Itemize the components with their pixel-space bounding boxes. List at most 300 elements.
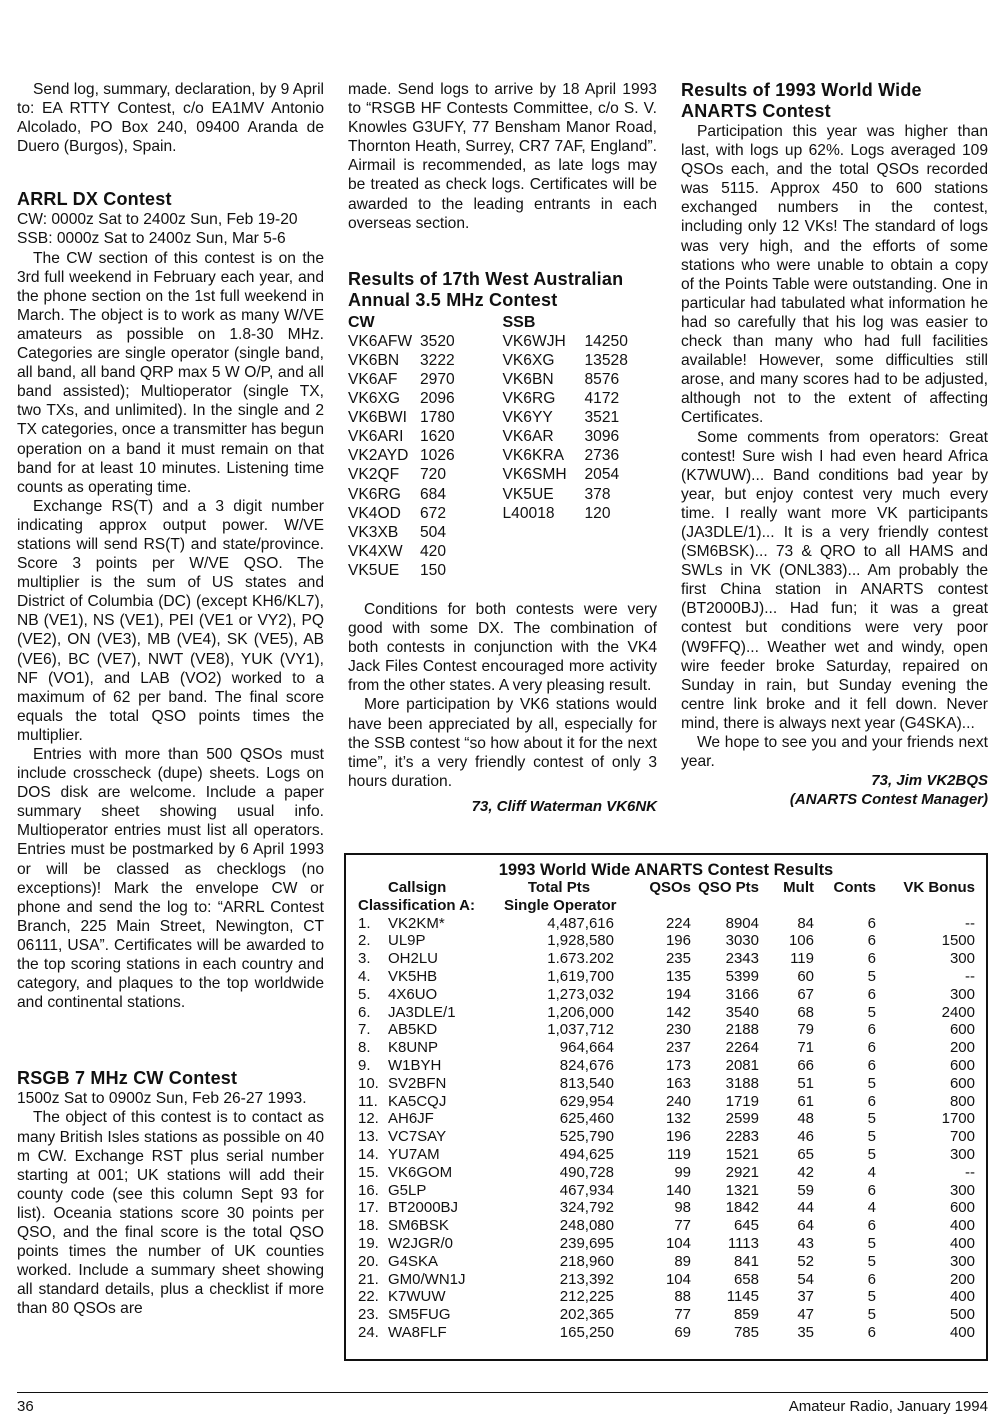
cell-qsos: 135 xyxy=(665,967,691,985)
header-qsos: QSOs xyxy=(649,879,691,896)
wa-ssb-callsign: VK6RG xyxy=(502,390,556,408)
classification-row xyxy=(358,897,983,915)
arrl-paragraph-2: Exchange RS(T) and a 3 digit number indicating approx output power. W/VE stations will send RS(T) and state/province. Score 3 points per W/VE QSO. The multiplier is the sum of US states and District of Columbia (DC) (except KH6/KL7), NB (VE1), NS (VE1), PEI (VE1 or VY2), PQ (VE2), ON (VE3), MB (VE4), SK (VE5), AB (VE6), BC (VE7), NWT (VE8), YUK (VY1), NF (VO1), and LAB (VO2) worked to a maximum of 62 per band. The final score equals the total QSO points times the multiplier. xyxy=(17,497,324,744)
cell-total-pts: 629,954 xyxy=(559,1092,614,1110)
table-row xyxy=(358,1146,983,1164)
cell-conts: 6 xyxy=(867,1092,876,1110)
wa-cw-row xyxy=(348,523,503,542)
cell-total-pts: 1,206,000 xyxy=(547,1003,614,1021)
cell-mult: 61 xyxy=(797,1092,814,1110)
wa-ssb-row xyxy=(503,370,658,389)
cell-vk-bonus: 200 xyxy=(949,1039,975,1057)
wa-ssb-points: 14250 xyxy=(584,332,628,350)
cell-callsign: AH6JF xyxy=(388,1110,434,1128)
cell-total-pts: 218,960 xyxy=(559,1252,614,1270)
cell-callsign: K7WUW xyxy=(388,1288,446,1306)
cell-conts: 5 xyxy=(867,1110,876,1128)
cell-vk-bonus: 600 xyxy=(949,1199,975,1217)
cell-rank: 11. xyxy=(358,1092,378,1110)
cell-vk-bonus: 800 xyxy=(949,1092,975,1110)
cell-mult: 71 xyxy=(797,1039,814,1057)
cell-callsign: VK6GOM xyxy=(388,1163,453,1181)
cell-total-pts: 490,728 xyxy=(559,1163,614,1181)
cell-vk-bonus: 2400 xyxy=(941,1003,975,1021)
cell-callsign: W2JGR/0 xyxy=(388,1234,454,1252)
cell-mult: 64 xyxy=(797,1217,814,1235)
cell-total-pts: 813,540 xyxy=(559,1074,614,1092)
cell-rank: 13. xyxy=(358,1128,379,1146)
wa-cw-callsign: VK6XG xyxy=(348,390,401,408)
cell-qsos: 142 xyxy=(665,1003,691,1021)
table-row xyxy=(358,1288,983,1306)
cell-callsign: WA8FLF xyxy=(388,1323,447,1341)
cell-mult: 106 xyxy=(788,932,814,950)
wa-cw-row xyxy=(348,332,503,351)
wa-cw-points: 420 xyxy=(420,542,447,560)
cell-conts: 6 xyxy=(867,1039,876,1057)
cell-vk-bonus: -- xyxy=(965,967,975,985)
table-row xyxy=(358,1164,983,1182)
wa-cw-row xyxy=(348,370,503,389)
wa-cw-callsign: VK4XW xyxy=(348,542,403,560)
wa-ssb-callsign: VK6AR xyxy=(502,428,554,446)
header-vk-bonus: VK Bonus xyxy=(903,879,975,896)
wa-cw-row xyxy=(348,389,503,408)
cell-rank: 14. xyxy=(358,1145,379,1163)
cell-mult: 43 xyxy=(797,1234,814,1252)
cell-mult: 66 xyxy=(797,1056,814,1074)
wa-ssb-callsign: VK5UE xyxy=(502,485,554,503)
cell-rank: 12. xyxy=(358,1110,379,1128)
cell-mult: 79 xyxy=(797,1021,814,1039)
cell-total-pts: 4,487,616 xyxy=(547,914,614,932)
cell-mult: 51 xyxy=(797,1074,814,1092)
cell-conts: 5 xyxy=(867,1234,876,1252)
cell-qso-pts: 3166 xyxy=(725,985,759,1003)
cell-qsos: 235 xyxy=(665,950,691,968)
cell-rank: 10. xyxy=(358,1074,379,1092)
cell-vk-bonus: 300 xyxy=(949,1145,975,1163)
cell-callsign: AB5KD xyxy=(388,1021,438,1039)
cell-qso-pts: 3188 xyxy=(725,1074,759,1092)
wa-ssb-callsign: L40018 xyxy=(502,504,555,522)
wa-cw-row xyxy=(348,485,503,504)
cell-conts: 6 xyxy=(867,950,876,968)
cell-qso-pts: 785 xyxy=(733,1323,759,1341)
cell-callsign: VK2KM* xyxy=(388,914,445,932)
cell-vk-bonus: -- xyxy=(965,914,975,932)
cell-conts: 6 xyxy=(867,1217,876,1235)
anarts-heading: Results of 1993 World Wide ANARTS Contest xyxy=(681,80,922,121)
table-row xyxy=(358,968,983,986)
cell-rank: 17. xyxy=(358,1199,379,1217)
table-row xyxy=(358,1004,983,1022)
anarts-paragraph-1: Participation this year was higher than last, with logs up 62%. Logs averaged 109 QSOs each, and the total QSOs recorded was 5115. Approx 450 to 600 stations exchanged numbers in the contest, including only 12 VKs! The standard of logs was very high, and the efforts of some stations who were unable to obtain a copy of the Points Table were outstanding. One in particular had tabulated what information he had so carefully that his log was easier to check than many who had full facilities available! However, some difficulties still arose, and many scores had to be adjusted, although not to the extent of affecting Certificates. xyxy=(681,123,988,427)
cell-total-pts: 467,934 xyxy=(559,1181,614,1199)
cell-vk-bonus: 300 xyxy=(949,950,975,968)
cell-conts: 6 xyxy=(867,1181,876,1199)
classification-name: Single Operator xyxy=(504,896,617,914)
cell-qsos: 196 xyxy=(665,932,691,950)
cell-qsos: 240 xyxy=(665,1092,691,1110)
wa-cw-heading: CW xyxy=(348,313,375,331)
cell-rank: 15. xyxy=(358,1163,379,1181)
cell-qsos: 140 xyxy=(665,1181,691,1199)
arrl-ssb-times: SSB: 0000z Sat to 2400z Sun, Mar 5-6 xyxy=(17,230,286,248)
cell-qso-pts: 1113 xyxy=(727,1234,759,1252)
cell-rank: 8. xyxy=(358,1039,371,1057)
cell-qsos: 88 xyxy=(674,1288,691,1306)
cell-vk-bonus: 400 xyxy=(949,1288,975,1306)
cell-mult: 54 xyxy=(797,1270,814,1288)
cell-qso-pts: 1842 xyxy=(725,1199,759,1217)
cell-total-pts: 1,273,032 xyxy=(547,985,614,1003)
cell-callsign: SV2BFN xyxy=(388,1074,447,1092)
cell-qsos: 104 xyxy=(665,1234,691,1252)
column-2 xyxy=(348,80,657,816)
wa-cw-callsign: VK6BN xyxy=(348,351,400,369)
wa-cw-points: 2096 xyxy=(420,390,455,408)
wa-cw-callsign: VK2QF xyxy=(348,466,400,484)
cell-qso-pts: 5399 xyxy=(725,967,759,985)
wa-cw-row xyxy=(348,504,503,523)
cell-vk-bonus: 300 xyxy=(949,1252,975,1270)
cell-rank: 5. xyxy=(358,985,371,1003)
wa-signature: 73, Cliff Waterman VK6NK xyxy=(471,797,657,815)
wa-ssb-row xyxy=(503,485,658,504)
cell-qsos: 194 xyxy=(665,985,691,1003)
wa-cw-points: 3520 xyxy=(420,332,455,350)
cell-mult: 52 xyxy=(797,1252,814,1270)
cell-vk-bonus: 600 xyxy=(949,1056,975,1074)
wa-cw-points: 2970 xyxy=(420,370,455,388)
anarts-paragraph-3: We hope to see you and your friends next year. xyxy=(681,734,988,771)
cell-callsign: 4X6UO xyxy=(388,985,438,1003)
wa-cw-callsign: VK2AYD xyxy=(348,447,409,465)
cell-qsos: 163 xyxy=(665,1074,691,1092)
cell-conts: 6 xyxy=(867,985,876,1003)
wa-ssb-points: 3521 xyxy=(584,409,620,427)
arrl-cw-times: CW: 0000z Sat to 2400z Sun, Feb 19-20 xyxy=(17,211,298,229)
table-row xyxy=(358,1021,983,1039)
wa-cw-points: 1620 xyxy=(420,428,455,446)
wa-cw-points: 1026 xyxy=(420,447,455,465)
cell-conts: 4 xyxy=(867,1199,876,1217)
cell-qso-pts: 658 xyxy=(733,1270,759,1288)
anarts-signature-role: (ANARTS Contest Manager) xyxy=(789,791,988,809)
wa-cw-callsign: VK5UE xyxy=(348,561,400,579)
wa-cw-row xyxy=(348,561,503,580)
wa-ssb-row xyxy=(503,351,658,370)
wa-ssb-list xyxy=(503,313,658,580)
cell-mult: 60 xyxy=(797,967,814,985)
cell-mult: 119 xyxy=(790,950,814,968)
cell-mult: 84 xyxy=(797,914,814,932)
wa-ssb-points: 2054 xyxy=(584,466,620,484)
cell-mult: 44 xyxy=(797,1199,814,1217)
cell-vk-bonus: 700 xyxy=(949,1128,975,1146)
wa-ssb-row xyxy=(503,427,658,446)
cell-conts: 6 xyxy=(867,1270,876,1288)
cell-rank: 16. xyxy=(358,1181,379,1199)
table-row xyxy=(358,1217,983,1235)
cell-mult: 68 xyxy=(797,1003,814,1021)
rsgb-continued-paragraph: made. Send logs to arrive by 18 April 1993 to “RSGB HF Contests Committee, c/o S. V. Knowles G3UFY, 77 Bensham Manor Road, Thornton Heath, Surrey, CR7 7AF, England”. Airmail is recommended, as late logs may be treated as check logs. Certificates will be awarded to the leading entrants in each overseas section. xyxy=(348,81,657,232)
cell-total-pts: 525,790 xyxy=(559,1128,614,1146)
wa-heading: Results of 17th West Australian Annual 3.5 MHz Contest xyxy=(348,268,624,310)
publication-line: Amateur Radio, January 1994 xyxy=(788,1398,988,1415)
cell-qso-pts: 2921 xyxy=(725,1163,759,1181)
cell-callsign: G5LP xyxy=(388,1181,427,1199)
anarts-signature-name: 73, Jim VK2BQS xyxy=(871,772,988,790)
anarts-paragraph-2: Some comments from operators: Great contest! Sure wish I had even heard Africa (K7WUW)... Band conditions bad year by year, but enjoy contest very much every time. I really want more VK participants (JA3DLE/1)... It is a very friendly contest (SM6BSK)... 73 & QRO to all HAMS and SWLs in VK (ONL383)... Am probably the first China station in ANARTS contest (BT2000BJ)... Had fun; it was a great contest but conditions were very poor (W9FFQ)... Weather wet and windy, open wire feeder broke Saturday, repaired on Sunday in rain, but Sunday evening the centre link broke and it fell down. Never mind, there is always next year (G4SKA)... xyxy=(681,428,988,732)
results-title: 1993 World Wide ANARTS Contest Results xyxy=(498,861,834,879)
wa-cw-points: 3222 xyxy=(420,351,455,369)
cell-total-pts: 165,250 xyxy=(559,1323,614,1341)
wa-cw-row xyxy=(348,427,503,446)
cell-conts: 5 xyxy=(867,1252,876,1270)
cell-mult: 46 xyxy=(797,1128,814,1146)
cell-rank: 20. xyxy=(358,1252,379,1270)
table-row xyxy=(358,1093,983,1111)
wa-ssb-row xyxy=(503,408,658,427)
wa-ssb-points: 120 xyxy=(584,504,611,522)
cell-qso-pts: 1321 xyxy=(725,1181,759,1199)
cell-vk-bonus: -- xyxy=(965,1163,975,1181)
cell-vk-bonus: 600 xyxy=(949,1074,975,1092)
cell-rank: 23. xyxy=(358,1306,379,1324)
table-row xyxy=(358,932,983,950)
send-log-paragraph: Send log, summary, declaration, by 9 April to: EA RTTY Contest, c/o EA1MV Antonio Alcolado, PO Box 240, 09400 Aranda de Duero (Burgos), Spain. xyxy=(17,81,324,156)
cell-qsos: 77 xyxy=(674,1217,691,1235)
table-row xyxy=(358,1306,983,1324)
cell-rank: 2. xyxy=(358,932,371,950)
cell-total-pts: 1,928,580 xyxy=(547,932,614,950)
cell-total-pts: 824,676 xyxy=(559,1056,614,1074)
table-row xyxy=(358,1057,983,1075)
cell-callsign: K8UNP xyxy=(388,1039,439,1057)
cell-qsos: 237 xyxy=(665,1039,691,1057)
cell-conts: 5 xyxy=(867,1306,876,1324)
table-row xyxy=(358,1039,983,1057)
cell-qsos: 196 xyxy=(665,1128,691,1146)
wa-cw-row xyxy=(348,351,503,370)
cell-conts: 6 xyxy=(867,1056,876,1074)
classification-label: Classification A: xyxy=(358,896,475,914)
wa-ssb-row xyxy=(503,465,658,484)
cell-qsos: 132 xyxy=(665,1110,691,1128)
rsgb-paragraph-1: The object of this contest is to contact as many British Isles stations as possible on 40 m CW. Exchange RST plus serial number starting at 001; UK stations will add their county code (see this column Sept 93 for list). Oceania stations score 30 points per QSO, and the final score is the total QSO points times the number of UK counties worked. Include a summary sheet showing all standard details, plus a checklist if more than 80 QSOs are xyxy=(17,1109,324,1318)
cell-rank: 4. xyxy=(358,967,371,985)
cell-vk-bonus: 400 xyxy=(949,1234,975,1252)
cell-conts: 5 xyxy=(867,1145,876,1163)
cell-total-pts: 1,619,700 xyxy=(547,967,614,985)
wa-cw-points: 1780 xyxy=(420,409,455,427)
cell-rank: 7. xyxy=(358,1021,371,1039)
cell-qso-pts: 3540 xyxy=(725,1003,759,1021)
cell-vk-bonus: 400 xyxy=(949,1217,975,1235)
cell-conts: 5 xyxy=(867,1074,876,1092)
column-1 xyxy=(17,80,324,1318)
table-row xyxy=(358,915,983,933)
wa-ssb-points: 4172 xyxy=(584,390,620,408)
wa-cw-callsign: VK4OD xyxy=(348,504,401,522)
cell-qso-pts: 1145 xyxy=(726,1288,759,1306)
cell-qsos: 173 xyxy=(665,1056,691,1074)
arrl-paragraph-3: Entries with more than 500 QSOs must include crosscheck (dupe) sheets. Logs on DOS disk are welcome. Include a paper summary sheet showing usual info. Multioperator entries must list all operators. Entries must be postmarked by 6 April 1993 or will be classed as checklogs (no exceptions)! Mark the envelope CW or phone and send the log to: “ARRL Contest Branch, 225 Main Street, Newington, CT 06111, USA”. Certificates will be awarded to the top scoring stations in each country and category, and plaques to the top worldwide and continental stations. xyxy=(17,746,324,1012)
cell-callsign: KA5CQJ xyxy=(388,1092,447,1110)
anarts-results-box xyxy=(344,853,988,1361)
cell-total-pts: 1.673.202 xyxy=(547,950,614,968)
cell-mult: 59 xyxy=(797,1181,814,1199)
rsgb-heading: RSGB 7 MHz CW Contest xyxy=(17,1068,238,1089)
wa-ssb-row xyxy=(503,332,658,351)
cell-conts: 5 xyxy=(867,1288,876,1306)
wa-ssb-row xyxy=(503,389,658,408)
table-row xyxy=(358,1075,983,1093)
cell-conts: 4 xyxy=(867,1163,876,1181)
cell-vk-bonus: 1500 xyxy=(941,932,975,950)
cell-rank: 6. xyxy=(358,1003,371,1021)
cell-callsign: OH2LU xyxy=(388,950,439,968)
cell-qsos: 89 xyxy=(674,1252,691,1270)
cell-mult: 42 xyxy=(797,1163,814,1181)
wa-ssb-callsign: VK6XG xyxy=(502,351,555,369)
cell-total-pts: 625,460 xyxy=(559,1110,614,1128)
table-row xyxy=(358,1199,983,1217)
wa-cw-list xyxy=(348,313,503,580)
cell-callsign: YU7AM xyxy=(388,1145,440,1163)
wa-ssb-points: 8576 xyxy=(584,370,620,388)
page-number: 36 xyxy=(17,1398,34,1415)
cell-rank: 24. xyxy=(358,1323,379,1341)
cell-mult: 48 xyxy=(797,1110,814,1128)
wa-ssb-callsign: VK6SMH xyxy=(502,466,567,484)
cell-qso-pts: 1719 xyxy=(725,1092,759,1110)
cell-qsos: 77 xyxy=(674,1306,691,1324)
cell-qso-pts: 2343 xyxy=(725,950,759,968)
cell-qso-pts: 2599 xyxy=(725,1110,759,1128)
cell-qsos: 98 xyxy=(674,1199,691,1217)
cell-qso-pts: 3030 xyxy=(725,932,759,950)
wa-cw-callsign: VK6RG xyxy=(348,485,401,503)
cell-rank: 18. xyxy=(358,1217,379,1235)
table-row xyxy=(358,950,983,968)
cell-total-pts: 212,225 xyxy=(559,1288,614,1306)
wa-ssb-points: 3096 xyxy=(584,428,620,446)
wa-ssb-callsign: VK6YY xyxy=(502,409,553,427)
wa-ssb-callsign: VK6WJH xyxy=(502,332,566,350)
cell-rank: 9. xyxy=(358,1056,371,1074)
cell-callsign: UL9P xyxy=(388,932,426,950)
cell-mult: 35 xyxy=(797,1323,814,1341)
cell-mult: 37 xyxy=(797,1288,814,1306)
cell-callsign: W1BYH xyxy=(388,1056,442,1074)
cell-vk-bonus: 200 xyxy=(949,1270,975,1288)
cell-conts: 6 xyxy=(867,932,876,950)
table-row xyxy=(358,1128,983,1146)
wa-cw-points: 720 xyxy=(420,466,447,484)
cell-total-pts: 202,365 xyxy=(559,1306,614,1324)
rsgb-times: 1500z Sat to 0900z Sun, Feb 26-27 1993. xyxy=(17,1090,307,1108)
cell-callsign: VK5HB xyxy=(388,967,438,985)
footer-rule xyxy=(17,1392,988,1393)
wa-cw-points: 684 xyxy=(420,485,447,503)
cell-callsign: SM6BSK xyxy=(388,1217,449,1235)
cell-conts: 6 xyxy=(867,1323,876,1341)
cell-conts: 5 xyxy=(867,967,876,985)
cell-qsos: 69 xyxy=(674,1323,691,1341)
cell-mult: 47 xyxy=(797,1306,814,1324)
wa-cw-points: 672 xyxy=(420,504,447,522)
cell-callsign: SM5FUG xyxy=(388,1306,451,1324)
header-qso-pts: QSO Pts xyxy=(698,879,759,896)
cell-mult: 67 xyxy=(797,985,814,1003)
cell-vk-bonus: 500 xyxy=(949,1306,975,1324)
cell-qsos: 224 xyxy=(665,914,691,932)
header-callsign: Callsign xyxy=(388,879,447,896)
table-row xyxy=(358,986,983,1004)
cell-total-pts: 213,392 xyxy=(559,1270,614,1288)
cell-qso-pts: 841 xyxy=(733,1252,759,1270)
cell-total-pts: 964,664 xyxy=(559,1039,614,1057)
cell-rank: 19. xyxy=(358,1234,379,1252)
cell-total-pts: 1,037,712 xyxy=(547,1021,614,1039)
cell-rank: 21. xyxy=(358,1270,379,1288)
header-mult: Mult xyxy=(783,879,814,896)
table-row xyxy=(358,1182,983,1200)
wa-ssb-callsign: VK6KRA xyxy=(502,447,565,465)
cell-callsign: JA3DLE/1 xyxy=(388,1003,456,1021)
wa-ssb-heading: SSB xyxy=(502,313,536,331)
wa-cw-points: 150 xyxy=(420,561,447,579)
cell-vk-bonus: 300 xyxy=(949,985,975,1003)
cell-qsos: 119 xyxy=(667,1145,691,1163)
cell-conts: 6 xyxy=(867,914,876,932)
cell-qso-pts: 859 xyxy=(733,1306,759,1324)
cell-mult: 65 xyxy=(797,1145,814,1163)
arrl-heading: ARRL DX Contest xyxy=(17,189,172,210)
cell-rank: 22. xyxy=(358,1288,379,1306)
cell-qso-pts: 2283 xyxy=(725,1128,759,1146)
table-row xyxy=(358,1110,983,1128)
cell-callsign: VC7SAY xyxy=(388,1128,447,1146)
cell-vk-bonus: 300 xyxy=(949,1181,975,1199)
wa-cw-row xyxy=(348,465,503,484)
cell-qso-pts: 2188 xyxy=(725,1021,759,1039)
wa-cw-callsign: VK6BWI xyxy=(348,409,407,427)
wa-ssb-points: 378 xyxy=(584,485,611,503)
cell-qso-pts: 8904 xyxy=(725,914,759,932)
wa-ssb-points: 13528 xyxy=(584,351,628,369)
wa-results-lists xyxy=(348,313,657,580)
cell-total-pts: 248,080 xyxy=(559,1217,614,1235)
wa-cw-callsign: VK6ARI xyxy=(348,428,404,446)
wa-cw-points: 504 xyxy=(420,523,447,541)
cell-total-pts: 324,792 xyxy=(559,1199,614,1217)
cell-qso-pts: 645 xyxy=(733,1217,759,1235)
wa-cw-row xyxy=(348,542,503,561)
cell-qsos: 99 xyxy=(674,1163,691,1181)
cell-conts: 5 xyxy=(867,1003,876,1021)
wa-cw-row xyxy=(348,446,503,465)
table-row xyxy=(358,1253,983,1271)
cell-callsign: GM0/WN1J xyxy=(388,1270,466,1288)
wa-cw-callsign: VK3XB xyxy=(348,523,399,541)
wa-paragraph-1: Conditions for both contests were very good with some DX. The combination of both contests in conjunction with the VK4 Jack Files Contest encouraged more activity from the other states. A very pleasing result. xyxy=(348,600,657,695)
wa-cw-callsign: VK6AF xyxy=(348,370,398,388)
cell-total-pts: 239,695 xyxy=(559,1234,614,1252)
